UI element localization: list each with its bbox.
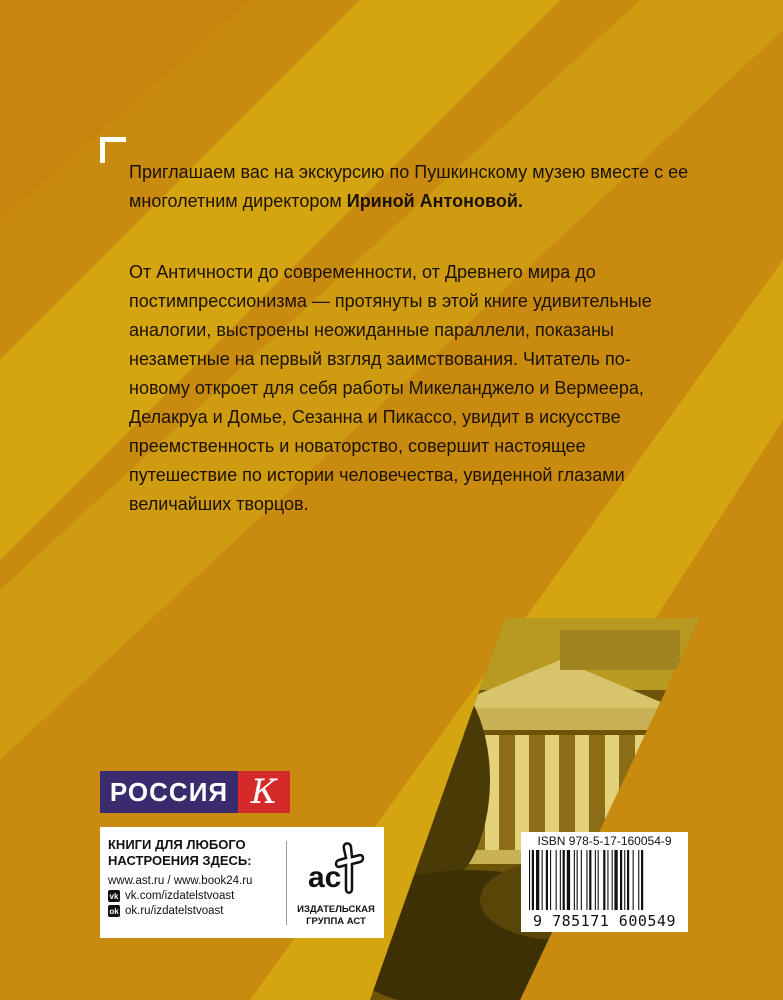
isbn-digits: 9 785171 600549 — [533, 912, 676, 930]
promo-divider — [286, 841, 287, 925]
russia-k-logo — [100, 771, 290, 813]
ok-link[interactable]: ok ok.ru/izdatelstvoast — [109, 905, 224, 917]
ast-mark-icon — [306, 839, 366, 897]
corner-bracket — [100, 137, 126, 163]
intro-paragraph — [129, 158, 709, 216]
barcode-bars — [527, 850, 682, 912]
ast-logo — [296, 839, 376, 931]
vk-icon: vk — [109, 891, 119, 901]
intro-lead: Приглашаем вас на экскурсию по Пушкинскому музею вместе с ее многолетним директором — [129, 162, 689, 211]
promo-heading: КНИГИ ДЛЯ ЛЮБОГО НАСТРОЕНИЯ ЗДЕСЬ: — [108, 837, 252, 868]
promo-box — [100, 827, 384, 938]
websites-link[interactable]: www.ast.ru / www.book24.ru — [108, 875, 253, 887]
director-name: Ириной Антоновой. — [346, 191, 523, 211]
isbn-barcode — [521, 832, 688, 932]
russia-logo-text: РОССИЯ — [100, 771, 238, 813]
publisher-caption: ИЗДАТЕЛЬСКАЯ ГРУППА АСТ — [297, 904, 375, 927]
isbn-label: ISBN 978-5-17-160054-9 — [537, 834, 672, 848]
k-letter-logo: К — [238, 771, 290, 813]
description-paragraph: От Античности до современности, от Древнего мира до постимпрессионизма — протянуты в этой книге удивительные аналогии, выстроены неожиданные параллели, показаны незаметные на первый взгляд заимствования. Читатель по-новому откроет для себя работы Микеланджело и Вермеера, Делакруа и Домье, Сезанна и Пикассо, увидит в искусстве преемственность и новаторство, совершит настоящее путешествие по истории человечества, увиденной глазами величайших творцов. — [129, 262, 652, 514]
vk-link[interactable]: vk vk.com/izdatelstvoast — [109, 890, 235, 902]
svg-text:ас: ас — [308, 861, 342, 894]
ok-icon: ok — [109, 906, 119, 916]
